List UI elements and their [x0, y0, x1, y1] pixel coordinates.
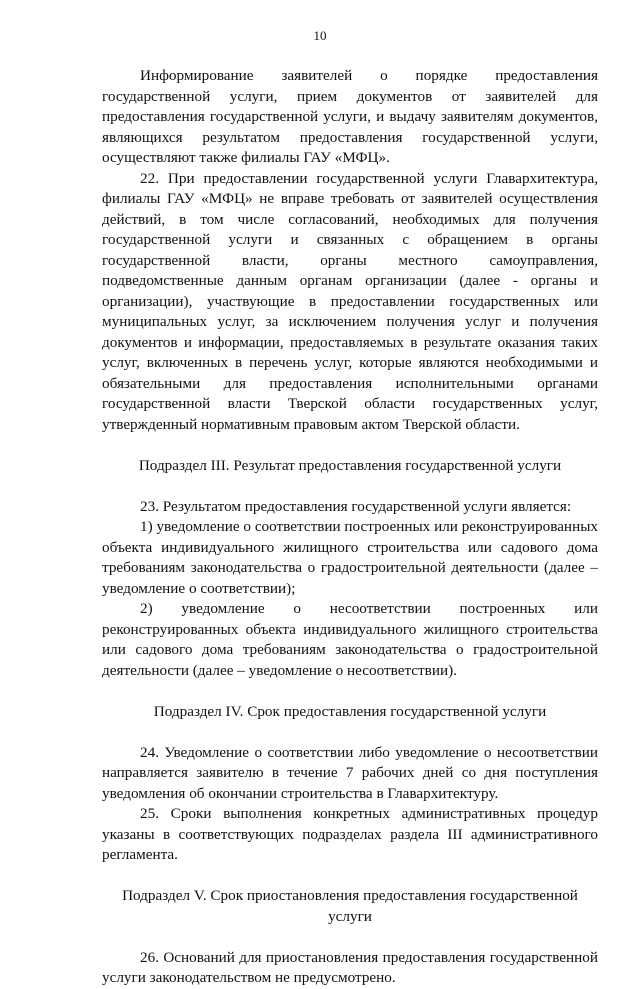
spacer: [102, 722, 598, 743]
subsection-heading-iii: Подраздел III. Результат предоставления государственной услуги: [138, 456, 562, 474]
spacer: [102, 435, 598, 456]
paragraph-informing-applicants: Информирование заявителей о порядке предоставления государственной услуги, прием документов от заявителей для предоставления государственной услуги, и выдачу заявителям документов, являющихся результатом предоставления государственной услуги, осуществляют также филиалы ГАУ «МФЦ».: [102, 67, 598, 166]
list-item-1: 1) уведомление о соответствии построенных или реконструированных объекта индивидуального жилищного строительства или садового дома требованиям законодательства о градостроительной деятельности (далее – уведомление о соответствии);: [102, 518, 598, 597]
document-body: [102, 66, 598, 989]
spacer: [102, 866, 598, 887]
list-item-2: 2) уведомление о несоответствии построенных или реконструированных объекта индивидуального жилищного строительства или садового дома требованиям законодательства о градостроительной деятельности (далее – уведомление о несоответствии).: [102, 600, 598, 679]
subsection-heading-iv: Подраздел IV. Срок предоставления государственной услуги: [153, 702, 547, 720]
subsection-heading-v: Подраздел V. Срок приостановления предоставления государственной услуги: [122, 887, 578, 925]
spacer: [102, 476, 598, 497]
paragraph-22: 22. При предоставлении государственной услуги Главархитектура, филиалы ГАУ «МФЦ» не вправе требовать от заявителей осуществления действий, в том числе согласований, необходимых для получения государственной услуги и связанных с обращением в органы государственной власти, органы местного самоуправления, подведомственные данным органам организации (далее - органы и организации), участвующие в предоставлении государственных или муниципальных услуг, за исключением получения услуг и получения документов и информации, предоставляемых в результате оказания таких услуг, включенных в перечень услуг, которые являются необходимыми и обязательными для предоставления исполнительными органами государственной власти Тверской области государственных услуг, утвержденный нормативным правовым актом Тверской области.: [102, 169, 598, 433]
paragraph-24: 24. Уведомление о соответствии либо уведомление о несоответствии направляется заявителю в течение 7 рабочих дней со дня поступления уведомления об окончании строительства в Главархитектуру.: [102, 743, 598, 802]
paragraph-25: 25. Сроки выполнения конкретных административных процедур указаны в соответствующих подразделах раздела III административного регламента.: [102, 805, 598, 863]
spacer: [102, 681, 598, 702]
spacer: [102, 927, 598, 948]
paragraph-26: 26. Оснований для приостановления предоставления государственной услуги законодательством не предусмотрено.: [102, 948, 598, 986]
page-number: 10: [313, 28, 327, 43]
paragraph-23: 23. Результатом предоставления государственной услуги является:: [140, 497, 572, 515]
